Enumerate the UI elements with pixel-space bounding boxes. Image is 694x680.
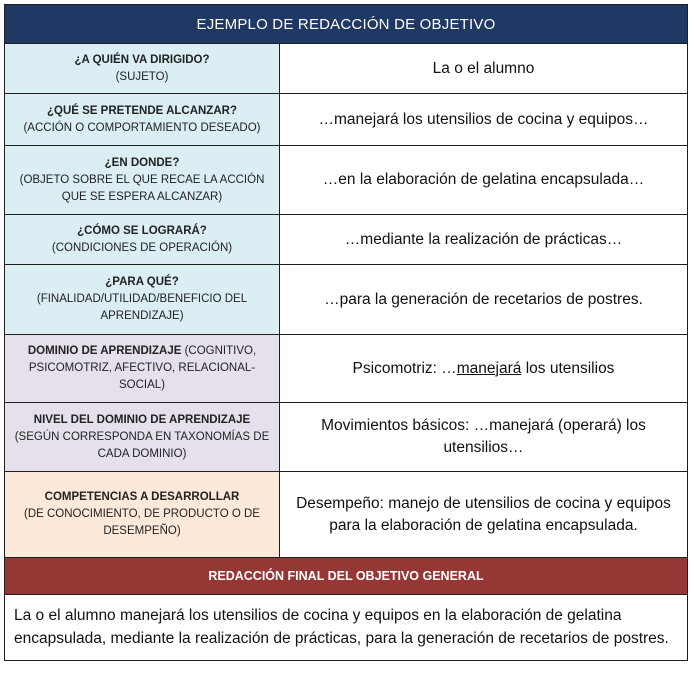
row-question: DOMINIO DE APRENDIZAJE (27, 345, 182, 357)
row-question: ¿PARA QUÉ? (105, 276, 179, 288)
row-answer: …en la elaboración de gelatina encapsulada… (322, 171, 645, 188)
answer-underlined-verb: manejará (456, 359, 522, 377)
row-label-cell (5, 215, 280, 264)
row-hint: (ACCIÓN O COMPORTAMIENTO DESEADO) (23, 121, 261, 134)
row-competencias (5, 472, 687, 558)
row-answer: …para la generación de recetarios de postres. (324, 290, 643, 308)
row-answer (280, 335, 687, 402)
row-sujeto (5, 44, 687, 94)
row-answer: …manejará los utensilios de cocina y equipos… (318, 110, 649, 128)
table-title: EJEMPLO DE REDACCIÓN DE OBJETIVO (5, 5, 687, 44)
row-question: NIVEL DEL DOMINIO DE APRENDIZAJE (33, 413, 251, 426)
row-label-cell (5, 335, 280, 402)
final-objective-text: La o el alumno manejará los utensilios de cocina y equipos en la elaboración de gelatina encapsulada, mediante la realización de prácticas, para la generación de recetarios de postres. (14, 607, 669, 647)
row-question: ¿EN DONDE? (104, 156, 180, 169)
row-label-cell (5, 265, 280, 334)
row-hint: (SUJETO) (115, 70, 169, 83)
row-hint: (OBJETO SOBRE EL QUE RECAE LA ACCIÓN QUE SE ESPERA ALCANZAR) (19, 173, 265, 203)
row-dominio (5, 335, 687, 403)
row-question-inline (11, 343, 273, 394)
row-answer-inline (353, 358, 615, 380)
row-question: ¿A QUIÉN VA DIRIGIDO? (74, 53, 210, 66)
row-para-que (5, 265, 687, 335)
row-hint: (DE CONOCIMIENTO, DE PRODUCTO O DE DESEMPEÑO) (24, 508, 260, 537)
row-answer: …mediante la realización de prácticas… (344, 230, 623, 248)
row-nivel-dominio (5, 403, 687, 472)
row-question: COMPETENCIAS A DESARROLLAR (44, 491, 240, 503)
answer-suffix: los utensilios (521, 359, 615, 377)
row-accion (5, 94, 687, 146)
answer-prefix: Psicomotriz: … (352, 359, 457, 377)
row-hint: (COGNITIVO, PSICOMOTRIZ, AFECTIVO, RELACIONAL-SOCIAL) (28, 345, 257, 391)
row-label-cell (5, 403, 280, 471)
row-answer: Desempeño: manejo de utensilios de cocina y equipos para la elaboración de gelatina encapsulada. (296, 494, 671, 534)
row-label-cell (5, 94, 280, 145)
row-hint: (SEGÚN CORRESPONDA EN TAXONOMÍAS DE CADA DOMINIO) (14, 430, 270, 460)
row-answer: Movimientos básicos: …manejará (operará) los utensilios… (321, 417, 646, 456)
row-question: ¿QUÉ SE PRETENDE ALCANZAR? (47, 104, 237, 117)
row-label-cell (5, 44, 280, 93)
row-como (5, 215, 687, 265)
row-hint: (CONDICIONES DE OPERACIÓN) (51, 241, 233, 254)
row-question: ¿CÓMO SE LOGRARÁ? (77, 224, 207, 237)
row-hint: (FINALIDAD/UTILIDAD/BENEFICIO DEL APRENDIZAJE) (36, 293, 248, 322)
row-donde (5, 146, 687, 215)
objective-table (4, 4, 688, 661)
row-label-cell (5, 146, 280, 214)
final-objective-heading: REDACCIÓN FINAL DEL OBJETIVO GENERAL (5, 558, 687, 595)
row-label-cell (5, 472, 280, 557)
row-answer: La o el alumno (432, 59, 535, 77)
